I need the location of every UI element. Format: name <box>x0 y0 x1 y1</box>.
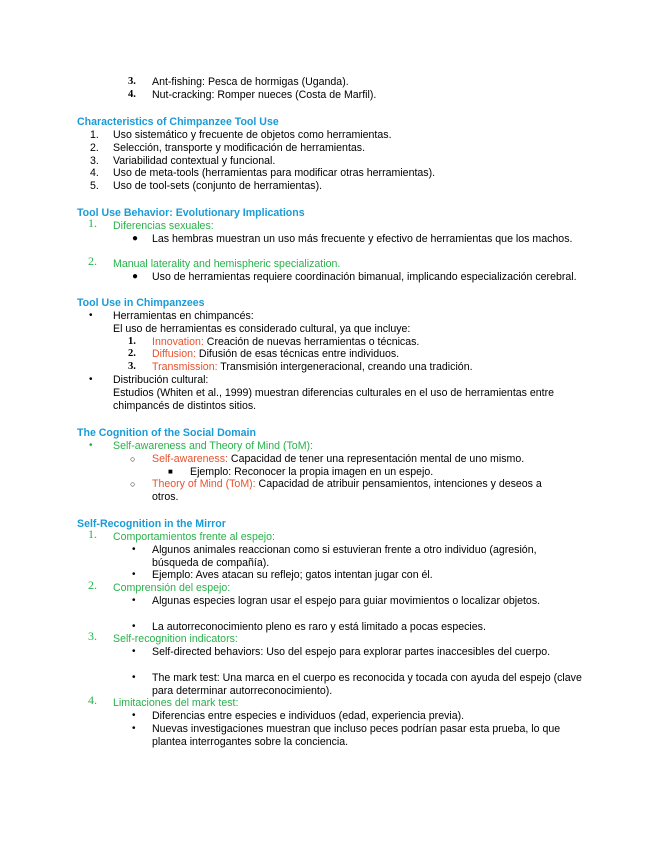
list-paragraph: El uso de herramientas es considerado cultural, ya que incluye: <box>113 322 411 335</box>
section-heading-characteristics: Characteristics of Chimpanzee Tool Use <box>77 116 279 128</box>
bullet-icon: • <box>89 440 93 451</box>
section-heading-chimpanzees: Tool Use in Chimpanzees <box>77 297 205 309</box>
term: Diffusion: <box>152 348 196 361</box>
circle-bullet-icon: ○ <box>130 453 136 464</box>
mirror-list <box>0 527 655 749</box>
section-heading-evolutionary: Tool Use Behavior: Evolutionary Implications <box>77 207 305 219</box>
characteristics-list <box>0 129 655 193</box>
list-item <box>0 254 655 271</box>
term: Theory of Mind (ToM): <box>152 478 256 491</box>
term-text: Capacidad de tener una representación mental de uno mismo. <box>227 452 525 465</box>
list-item <box>0 310 655 323</box>
sub-item <box>0 672 655 698</box>
list-item <box>0 693 655 710</box>
sub-item <box>0 478 655 504</box>
sub-text: Ejemplo: Reconocer la propia imagen en un espejo. <box>190 465 434 478</box>
list-item <box>0 374 655 387</box>
list-item <box>0 76 655 89</box>
bullet-icon: ● <box>132 271 139 283</box>
evolutionary-list <box>0 216 655 297</box>
list-label: Limitaciones del mark test: <box>113 697 239 710</box>
list-item <box>0 155 655 168</box>
list-number: 4. <box>90 167 99 180</box>
bullet-icon: • <box>132 646 136 658</box>
list-label: Self-awareness and Theory of Mind (ToM): <box>113 440 313 452</box>
list-text: Uso de meta-tools (herramientas para modificar otras herramientas). <box>113 167 436 180</box>
sub-text: Las hembras muestran un uso más frecuente y efectivo de herramientas que los machos. <box>152 232 573 245</box>
sub-item <box>0 621 655 634</box>
sub-item <box>0 233 655 259</box>
bullet-icon: • <box>132 620 136 632</box>
list-text: Uso sistemático y frecuente de objetos como herramientas. <box>113 129 392 141</box>
list-number: 1. <box>90 129 99 141</box>
list-label: Self-recognition indicators: <box>113 633 238 646</box>
list-number: 4. <box>88 693 97 708</box>
sub-text: Algunas especies logran usar el espejo para guiar movimientos o localizar objetos. <box>152 594 541 607</box>
list-number: 3. <box>90 154 99 167</box>
sub-text: The mark test: Una marca en el cuerpo es reconocida y tocada con ayuda del espejo (clave para determinar autorreconocimiento). <box>152 671 582 697</box>
list-number: 4. <box>128 88 136 100</box>
list-item <box>0 336 655 349</box>
sub-item <box>0 646 655 672</box>
sub-item <box>0 453 655 466</box>
bullet-icon: ● <box>132 232 139 244</box>
list-label: Distribución cultural: <box>113 373 209 386</box>
term-text: Transmisión intergeneracional, creando una tradición. <box>217 361 473 374</box>
list-item <box>0 167 655 180</box>
list-text: Uso de tool-sets (conjunto de herramientas). <box>113 180 323 193</box>
bullet-icon: • <box>132 722 136 734</box>
list-number: 2. <box>128 348 136 360</box>
sub-text: Ejemplo: Aves atacan su reflejo; gatos intentan jugar con él. <box>152 569 433 582</box>
list-number: 5. <box>90 180 99 193</box>
list-number: 1. <box>88 216 97 230</box>
list-number: 3. <box>88 629 97 644</box>
sub-item <box>0 271 655 297</box>
list-label: Comportamientos frente al espejo: <box>113 531 275 543</box>
list-item <box>0 527 655 544</box>
circle-bullet-icon: ○ <box>130 479 136 490</box>
list-item <box>0 440 655 453</box>
sub-item <box>0 595 655 621</box>
list-item <box>0 361 655 374</box>
term: Transmission: <box>152 361 218 374</box>
sub-text: Nuevas investigaciones muestran que incluso peces podrían pasar esta prueba, lo que plantea interrogantes sobre la conciencia. <box>152 722 561 748</box>
list-number: 2. <box>90 141 99 154</box>
term-text: Capacidad de atribuir pensamientos, intenciones y deseos a otros. <box>152 478 542 504</box>
list-item <box>0 89 655 102</box>
bullet-icon: • <box>132 543 136 555</box>
list-item <box>0 348 655 361</box>
list-item <box>0 142 655 155</box>
list-item <box>0 216 655 233</box>
list-number: 2. <box>88 578 97 593</box>
list-number: 1. <box>88 527 97 541</box>
sub-item <box>0 723 655 749</box>
bullet-icon: • <box>132 671 136 683</box>
bullet-icon: • <box>132 710 136 722</box>
list-item <box>0 629 655 646</box>
sub-text: Self-directed behaviors: Uso del espejo para explorar partes inaccesibles del cuerpo. <box>152 646 551 659</box>
term: Innovation: <box>152 335 204 348</box>
list-text: Selección, transporte y modificación de herramientas. <box>113 141 366 154</box>
top-list <box>0 76 655 102</box>
list-paragraph: Estudios (Whiten et al., 1999) muestran diferencias culturales en el uso de herramientas entre chimpancés de distintos sitios. <box>113 386 555 412</box>
term-text: Creación de nuevas herramientas o técnicas. <box>203 335 420 348</box>
list-number: 3. <box>128 76 136 87</box>
sub-item <box>0 569 655 582</box>
bullet-icon: • <box>132 594 136 606</box>
list-item <box>0 129 655 142</box>
list-label: Diferencias sexuales: <box>113 220 214 232</box>
square-bullet-icon: ■ <box>168 466 173 476</box>
bullet-icon: • <box>89 373 93 385</box>
term-text: Difusión de esas técnicas entre individuos. <box>195 348 400 361</box>
bullet-icon: • <box>89 310 93 321</box>
list-text: Nut-cracking: Romper nueces (Costa de Marfil). <box>152 88 377 101</box>
list-number: 2. <box>88 254 97 269</box>
list-text: Variabilidad contextual y funcional. <box>113 154 276 167</box>
sub-text: Uso de herramientas requiere coordinación bimanual, implicando especialización cerebral. <box>152 271 577 284</box>
section-heading-cognition: The Cognition of the Social Domain <box>77 427 256 439</box>
list-number: 3. <box>128 361 136 373</box>
list-item <box>0 180 655 193</box>
sub-item <box>0 710 655 723</box>
sub-text: La autorreconocimiento pleno es raro y está limitado a pocas especies. <box>152 620 486 633</box>
sub-item <box>0 544 655 570</box>
sub-text: Algunos animales reaccionan como si estuvieran frente a otro individuo (agresión, búsqueda de compañía). <box>152 543 537 569</box>
chimpanzees-list <box>0 310 655 412</box>
list-label: Herramientas en chimpancés: <box>113 310 254 322</box>
list-text: Ant-fishing: Pesca de hormigas (Uganda). <box>152 76 349 88</box>
list-label: Comprensión del espejo: <box>113 582 231 595</box>
list-number: 1. <box>128 335 136 347</box>
list-label: Manual laterality and hemispheric specialization. <box>113 258 341 271</box>
cognition-list <box>0 440 655 504</box>
list-item <box>0 578 655 595</box>
term: Self-awareness: <box>152 452 228 465</box>
bullet-icon: • <box>132 569 136 581</box>
sub-text: Diferencias entre especies e individuos (edad, experiencia previa). <box>152 710 465 723</box>
sub-sub-item <box>0 466 655 479</box>
section-heading-mirror: Self-Recognition in the Mirror <box>77 518 226 530</box>
